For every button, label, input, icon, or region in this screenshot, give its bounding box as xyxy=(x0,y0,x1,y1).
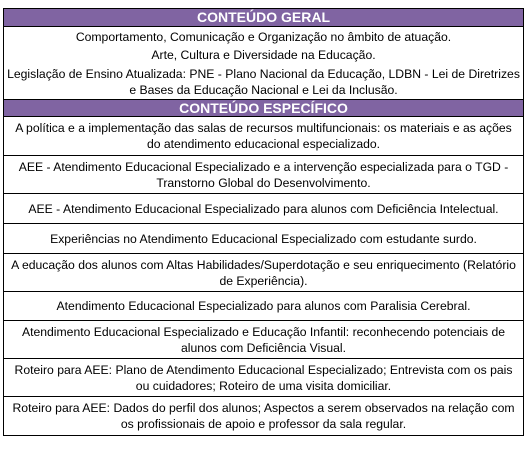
specific-item: Roteiro para AEE: Plano de Atendimento Educacional Especializado; Entrevista com os pais ou cuidadores; Roteiro de uma visita domiciliar. xyxy=(4,359,523,397)
general-item: Comportamento, Comunicação e Organização no âmbito de atuação. xyxy=(75,30,452,44)
specific-item: A política e a implementação das salas de recursos multifuncionais: os materiais e as ações do atendimento educacional especializado. xyxy=(4,117,523,156)
specific-item: AEE - Atendimento Educacional Especializado e a intervenção especializada para o TGD - Transtorno Global do Desenvolvimento. xyxy=(4,156,523,194)
specific-item: Atendimento Educacional Especializado e Educação Infantil: reconhecendo potenciais de alunos com Deficiência Visual. xyxy=(4,321,523,359)
specific-content-section xyxy=(4,117,523,435)
general-item: Legislação de Ensino Atualizada: PNE - Plano Nacional da Educação, LDBN - Lei de Diretrizes e Bases da Educação Nacional e Lei da Inclusão. xyxy=(7,67,520,97)
specific-item: Experiências no Atendimento Educacional Especializado com estudante surdo. xyxy=(4,224,523,254)
specific-item: Roteiro para AEE: Dados do perfil dos alunos; Aspectos a serem observados na relação com os profissionais de apoio e professor da sala regular. xyxy=(12,401,515,431)
specific-content-header: CONTEÚDO ESPECÍFICO xyxy=(4,99,523,117)
general-content-header: CONTEÚDO GERAL xyxy=(4,9,523,27)
specific-item: Atendimento Educacional Especializado para alunos com Paralisia Cerebral. xyxy=(4,292,523,321)
general-item: Arte, Cultura e Diversidade na Educação. xyxy=(151,48,376,62)
specific-item: A educação dos alunos com Altas Habilidades/Superdotação e seu enriquecimento (Relatório de Experiência). xyxy=(4,254,523,292)
content-table xyxy=(3,8,524,436)
general-content-section xyxy=(4,27,523,99)
specific-item: AEE - Atendimento Educacional Especializado para alunos com Deficiência Intelectual. xyxy=(4,194,523,224)
